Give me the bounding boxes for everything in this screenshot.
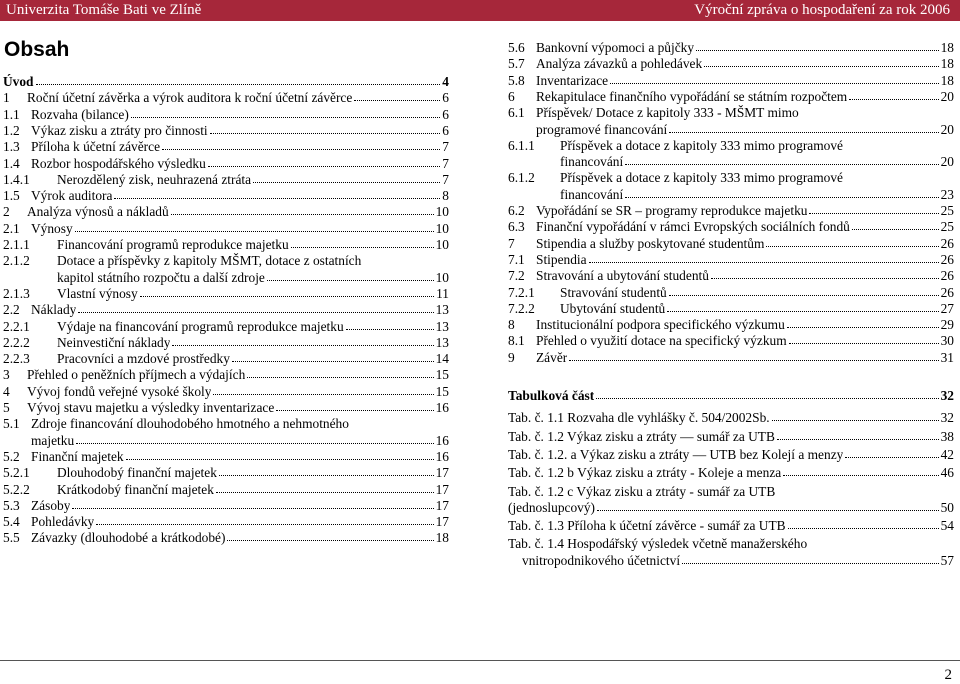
toc-entry-page: 8 xyxy=(442,188,449,204)
toc-entry-number: 4 xyxy=(3,383,10,399)
dot-leader xyxy=(667,311,938,312)
toc-entry-number: 3 xyxy=(3,367,10,383)
toc-entry[interactable] xyxy=(508,89,954,104)
table-entry[interactable] xyxy=(522,553,954,568)
toc-entry-page: 16 xyxy=(435,400,449,415)
toc-entry[interactable] xyxy=(57,270,449,285)
toc-entry-label: Analýza závazků a pohledávek xyxy=(536,56,703,72)
toc-entry[interactable] xyxy=(3,514,449,529)
toc-entry-label-line1: Příspěvek/ Dotace z kapitoly 333 - MŠMT mimo xyxy=(536,105,799,121)
table-entry[interactable] xyxy=(508,410,954,425)
toc-entry-label: Pracovníci a mzdové prostředky xyxy=(57,351,230,367)
dot-leader xyxy=(669,295,939,296)
dot-leader xyxy=(625,197,938,198)
table-entry-label-line1[interactable]: Tab. č. 1.2 c Výkaz zisku a ztráty - sumář za UTB xyxy=(508,483,776,499)
toc-entry-page: 15 xyxy=(435,383,449,399)
toc-entry-number: 2.2.2 xyxy=(3,334,30,350)
toc-entry-number: 5.7 xyxy=(508,56,525,72)
dot-leader xyxy=(76,443,433,444)
toc-entry-label: Stravování a ubytování studentů xyxy=(536,268,709,284)
toc-entry-page: 14 xyxy=(435,351,449,367)
dot-leader xyxy=(162,149,440,150)
toc-entry[interactable] xyxy=(508,219,954,234)
toc-entry-page: 18 xyxy=(940,40,954,55)
toc-entry-page: 32 xyxy=(940,388,954,403)
dot-leader xyxy=(126,459,434,460)
toc-entry-page: 54 xyxy=(940,518,954,534)
toc-entry[interactable] xyxy=(3,90,449,105)
toc-entry-number: 5.4 xyxy=(3,514,20,530)
toc-entry[interactable] xyxy=(508,203,954,218)
page-title: Obsah xyxy=(4,38,70,61)
dot-leader xyxy=(682,563,939,564)
table-entry-label-line1[interactable]: Tab. č. 1.4 Hospodářský výsledek včetně manažerského xyxy=(508,536,808,552)
toc-entry-page: 7 xyxy=(442,155,449,171)
toc-entry[interactable] xyxy=(3,123,449,138)
toc-entry-page: 26 xyxy=(940,251,954,267)
toc-entry-page: 31 xyxy=(940,349,954,365)
toc-entry[interactable] xyxy=(3,139,449,154)
dot-leader xyxy=(36,84,441,85)
dot-leader xyxy=(72,508,433,509)
toc-entry-page: 50 xyxy=(940,499,954,515)
toc-entry[interactable] xyxy=(508,56,954,71)
dot-leader xyxy=(849,99,938,100)
toc-entry-number: 5.5 xyxy=(3,530,20,546)
toc-entry-label: Institucionální podpora specifického výzkumu xyxy=(536,317,785,333)
dot-leader xyxy=(276,410,433,411)
dot-leader xyxy=(597,510,939,511)
toc-entry-number: 7.2.2 xyxy=(508,300,535,316)
toc-entry[interactable] xyxy=(3,204,449,219)
toc-entry[interactable] xyxy=(3,400,449,415)
toc-entry[interactable] xyxy=(536,122,954,137)
dot-leader xyxy=(140,296,434,297)
table-entry[interactable] xyxy=(508,500,954,515)
toc-entry-page: 7 xyxy=(442,139,449,155)
toc-entry[interactable] xyxy=(3,156,449,171)
toc-entry-number: 2 xyxy=(3,204,10,220)
toc-entry-page: 6 xyxy=(442,90,449,106)
toc-entry[interactable] xyxy=(3,465,449,480)
toc-entry-label: kapitol státního rozpočtu a další zdroje xyxy=(57,269,265,285)
toc-entry-number: 1.1 xyxy=(3,106,20,122)
toc-entry[interactable] xyxy=(3,286,449,301)
toc-entry[interactable] xyxy=(3,302,449,317)
dot-leader xyxy=(172,345,433,346)
toc-entry-label: Roční účetní závěrka a výrok auditora k roční účetní závěrce xyxy=(27,90,353,106)
toc-entry-number: 1.5 xyxy=(3,188,20,204)
toc-entry-label: majetku xyxy=(31,432,75,448)
toc-entry-number: 5.3 xyxy=(3,497,20,513)
toc-entry-page: 29 xyxy=(940,317,954,333)
table-entry[interactable] xyxy=(508,465,954,480)
toc-entry-number: 5 xyxy=(3,400,10,415)
toc-entry-label-line1: Zdroje financování dlouhodobého hmotného a nehmotného xyxy=(31,416,349,432)
toc-entry[interactable] xyxy=(3,498,449,513)
toc-entry-label-line1: Příspěvek a dotace z kapitoly 333 mimo programové xyxy=(560,170,843,186)
dot-leader xyxy=(253,182,440,183)
dot-leader xyxy=(766,246,938,247)
toc-entry-label: Vypořádání se SR – programy reprodukce majetku xyxy=(536,203,808,218)
dot-leader xyxy=(669,132,938,133)
toc-entry-label: Rekapitulace finančního vypořádání se státním rozpočtem xyxy=(536,88,848,104)
dot-leader xyxy=(809,213,938,214)
header-report-title: Výroční zpráva o hospodaření za rok 2006 xyxy=(694,2,950,18)
toc-entry-number: 2.1.1 xyxy=(3,237,30,252)
toc-entry-page: 20 xyxy=(940,88,954,104)
toc-entry-label-line1: Příspěvek a dotace z kapitoly 333 mimo programové xyxy=(560,137,843,153)
toc-entry-label: Tab. č. 1.3 Příloha k účetní závěrce - sumář za UTB xyxy=(508,518,786,534)
toc-entry-label: Dlouhodobý finanční majetek xyxy=(57,465,217,481)
toc-entry-number: 5.1 xyxy=(3,416,20,432)
toc-entry-page: 10 xyxy=(435,204,449,220)
toc-entry-number: 2.2.1 xyxy=(3,318,30,334)
toc-entry[interactable] xyxy=(508,333,954,348)
toc-entry-intro[interactable] xyxy=(3,74,449,89)
toc-entry-number: 6.1 xyxy=(508,105,525,121)
toc-entry-label: Výkaz zisku a ztráty pro činnosti xyxy=(31,122,208,138)
dot-leader xyxy=(267,280,434,281)
toc-entry-page: 4 xyxy=(442,74,449,89)
toc-entry-page: 6 xyxy=(442,122,449,138)
dot-leader xyxy=(171,214,434,215)
toc-entry-page: 27 xyxy=(940,300,954,316)
toc-entry-number: 7 xyxy=(508,235,515,251)
toc-entry[interactable] xyxy=(3,221,449,236)
dot-leader xyxy=(346,329,434,330)
toc-entry-page: 13 xyxy=(435,334,449,350)
dot-leader xyxy=(131,117,441,118)
toc-entry[interactable] xyxy=(508,252,954,267)
toc-entry-label: programové financování xyxy=(536,121,668,137)
toc-entry-number: 1.2 xyxy=(3,122,20,138)
toc-entry-label: Nerozdělený zisk, neuhrazená ztráta xyxy=(57,171,252,187)
toc-entry-page: 10 xyxy=(435,237,449,252)
toc-entry[interactable] xyxy=(508,268,954,283)
dot-leader xyxy=(210,133,441,134)
toc-entry-label: Krátkodobý finanční majetek xyxy=(57,481,214,497)
dot-leader xyxy=(78,312,433,313)
toc-entry-number: 2.1 xyxy=(3,220,20,236)
dot-leader xyxy=(711,278,939,279)
toc-entry-label: Příloha k účetní závěrce xyxy=(31,139,161,155)
toc-entry[interactable] xyxy=(560,154,954,169)
toc-entry-page: 26 xyxy=(940,284,954,300)
toc-entry-label: financování xyxy=(560,186,624,202)
toc-entry[interactable] xyxy=(508,236,954,251)
dot-leader xyxy=(291,247,434,248)
toc-entry-number: 6.3 xyxy=(508,219,525,235)
toc-entry[interactable] xyxy=(560,187,954,202)
toc-entry-number: 1.4 xyxy=(3,155,20,171)
dot-leader xyxy=(787,327,939,328)
dot-leader xyxy=(772,420,939,421)
toc-entry-page: 15 xyxy=(435,367,449,383)
dot-leader xyxy=(845,457,938,458)
toc-entry-number: 6.2 xyxy=(508,203,525,218)
dot-leader xyxy=(354,100,440,101)
toc-entry-label: Tab. č. 1.2 b Výkaz zisku a ztráty - Koleje a menza xyxy=(508,465,782,481)
toc-entry-page: 38 xyxy=(940,428,954,444)
toc-entry-label: Ubytování studentů xyxy=(560,300,666,316)
toc-entry-page: 17 xyxy=(435,497,449,513)
toc-entry-page: 10 xyxy=(435,220,449,236)
header-university: Univerzita Tomáše Bati ve Zlíně xyxy=(6,2,202,18)
toc-entry-page: 25 xyxy=(940,219,954,235)
dot-leader xyxy=(625,164,938,165)
toc-entry-label: (jednoslupcový) xyxy=(508,499,596,515)
dot-leader xyxy=(247,377,433,378)
toc-entry-page: 57 xyxy=(940,552,954,568)
dot-leader xyxy=(596,398,938,399)
toc-entry-label: Stipendia xyxy=(536,251,587,267)
toc-entry-label: Tabulková část xyxy=(508,388,595,403)
toc-entry-number: 5.2.1 xyxy=(3,465,30,481)
toc-entry-label-line1: Dotace a příspěvky z kapitoly MŠMT, dotace z ostatních xyxy=(57,253,362,269)
toc-entry[interactable] xyxy=(3,530,449,545)
running-header xyxy=(0,0,960,21)
toc-entry-label: Vývoj stavu majetku a výsledky inventarizace xyxy=(27,400,275,415)
toc-entry-label: Náklady xyxy=(31,302,77,318)
toc-entry-number: 9 xyxy=(508,349,515,365)
toc-entry-label: vnitropodnikového účetnictví xyxy=(522,552,681,568)
dot-leader xyxy=(213,394,433,395)
tables-heading[interactable] xyxy=(508,388,954,403)
toc-entry-page: 13 xyxy=(435,302,449,318)
dot-leader xyxy=(208,166,440,167)
toc-entry[interactable] xyxy=(3,384,449,399)
toc-entry[interactable] xyxy=(3,482,449,497)
toc-entry-number: 7.2.1 xyxy=(508,284,535,300)
toc-entry-label: Financování programů reprodukce majetku xyxy=(57,237,289,252)
toc-entry-label: Pohledávky xyxy=(31,514,95,530)
toc-entry-number: 6.1.1 xyxy=(508,137,535,153)
toc-entry-page: 20 xyxy=(940,121,954,137)
toc-entry[interactable] xyxy=(3,449,449,464)
toc-entry-label: Stravování studentů xyxy=(560,284,667,300)
toc-entry-number: 7.1 xyxy=(508,251,525,267)
toc-entry-label: Úvod xyxy=(3,74,34,89)
dot-leader xyxy=(696,50,939,51)
toc-entry-number: 1.4.1 xyxy=(3,171,30,187)
toc-entry[interactable] xyxy=(3,335,449,350)
dot-leader xyxy=(96,524,433,525)
footer-rule xyxy=(0,660,960,661)
toc-entry-page: 26 xyxy=(940,235,954,251)
toc-entry-label: Přehled o peněžních příjmech a výdajích xyxy=(27,367,246,383)
toc-entry[interactable] xyxy=(3,107,449,122)
toc-entry-page: 42 xyxy=(940,446,954,462)
toc-entry-label: Neinvestiční náklady xyxy=(57,334,171,350)
dot-leader xyxy=(783,475,938,476)
toc-entry-label: financování xyxy=(560,154,624,170)
toc-entry-label: Tab. č. 1.2. a Výkaz zisku a ztráty — UTB bez Kolejí a menzy xyxy=(508,446,844,462)
toc-entry-label: Tab. č. 1.2 Výkaz zisku a ztráty — sumář za UTB xyxy=(508,428,775,444)
toc-entry-label: Rozvaha (bilance) xyxy=(31,106,129,122)
table-entry[interactable] xyxy=(508,447,954,462)
toc-entry-number: 7.2 xyxy=(508,268,525,284)
toc-entry-page: 32 xyxy=(940,410,954,426)
toc-entry-label: Výdaje na financování programů reprodukce majetku xyxy=(57,318,344,334)
toc-entry-number: 8 xyxy=(508,317,515,333)
dot-leader xyxy=(227,540,433,541)
toc-entry-page: 23 xyxy=(940,186,954,202)
toc-entry-number: 2.2 xyxy=(3,302,20,318)
toc-entry-page: 13 xyxy=(435,318,449,334)
toc-entry-page: 17 xyxy=(435,465,449,481)
toc-entry-page: 25 xyxy=(940,203,954,218)
toc-entry-label: Výrok auditora xyxy=(31,188,113,204)
toc-entry-number: 6.1.2 xyxy=(508,170,535,186)
toc-entry[interactable] xyxy=(508,285,954,300)
dot-leader xyxy=(216,492,434,493)
dot-leader xyxy=(75,231,434,232)
toc-entry-number: 5.2 xyxy=(3,448,20,464)
dot-leader xyxy=(777,439,939,440)
dot-leader xyxy=(788,528,939,529)
dot-leader xyxy=(852,229,939,230)
toc-entry-label: Finanční majetek xyxy=(31,448,124,464)
toc-entry[interactable] xyxy=(508,350,954,365)
toc-entry-label: Vývoj fondů veřejné vysoké školy xyxy=(27,383,212,399)
toc-entry[interactable] xyxy=(508,73,954,88)
toc-entry[interactable] xyxy=(508,317,954,332)
toc-entry-label: Stipendia a služby poskytované studentům xyxy=(536,235,765,251)
dot-leader xyxy=(219,475,434,476)
toc-entry-label: Výnosy xyxy=(31,220,73,236)
toc-entry-number: 5.8 xyxy=(508,72,525,88)
dot-leader xyxy=(114,198,440,199)
toc-entry[interactable] xyxy=(3,351,449,366)
toc-entry-number: 5.2.2 xyxy=(3,481,30,497)
toc-entry-page: 20 xyxy=(940,154,954,170)
toc-entry-page: 11 xyxy=(436,285,449,301)
dot-leader xyxy=(704,66,938,67)
toc-entry-label: Přehled o využití dotace na specifický výzkum xyxy=(536,333,787,349)
toc-entry[interactable] xyxy=(31,433,449,448)
toc-entry-page: 6 xyxy=(442,106,449,122)
toc-entry[interactable] xyxy=(3,172,449,187)
toc-entry[interactable] xyxy=(3,319,449,334)
toc-entry-label: Inventarizace xyxy=(536,72,609,88)
toc-entry-number: 2.1.3 xyxy=(3,285,30,301)
toc-entry[interactable] xyxy=(3,188,449,203)
toc-entry-number: 1.3 xyxy=(3,139,20,155)
toc-entry-number: 2.2.3 xyxy=(3,351,30,367)
toc-entry-page: 17 xyxy=(435,481,449,497)
dot-leader xyxy=(789,343,939,344)
toc-entry[interactable] xyxy=(508,301,954,316)
toc-entry-page: 18 xyxy=(940,72,954,88)
toc-entry-number: 6 xyxy=(508,88,515,104)
toc-entry-number: 5.6 xyxy=(508,40,525,55)
toc-entry-number: 8.1 xyxy=(508,333,525,349)
dot-leader xyxy=(232,361,434,362)
page-number: 2 xyxy=(944,667,952,683)
toc-entry-label: Tab. č. 1.1 Rozvaha dle vyhlášky č. 504/2002Sb. xyxy=(508,410,770,426)
toc-entry-label: Bankovní výpomoci a půjčky xyxy=(536,40,695,55)
toc-entry-page: 46 xyxy=(940,465,954,481)
dot-leader xyxy=(610,83,939,84)
toc-entry-label: Závěr xyxy=(536,349,568,365)
toc-entry[interactable] xyxy=(3,237,449,252)
toc-entry[interactable] xyxy=(3,367,449,382)
toc-entry-page: 30 xyxy=(940,333,954,349)
dot-leader xyxy=(589,262,939,263)
toc-entry-number: 1 xyxy=(3,90,10,106)
table-entry[interactable] xyxy=(508,429,954,444)
toc-entry-label: Analýza výnosů a nákladů xyxy=(27,204,169,220)
toc-entry[interactable] xyxy=(508,40,954,55)
toc-entry-page: 26 xyxy=(940,268,954,284)
toc-entry-number: 2.1.2 xyxy=(3,253,30,269)
toc-entry-page: 10 xyxy=(435,269,449,285)
toc-entry-page: 16 xyxy=(435,448,449,464)
toc-entry-label: Rozbor hospodářského výsledku xyxy=(31,155,206,171)
toc-entry-label: Závazky (dlouhodobé a krátkodobé) xyxy=(31,530,226,546)
toc-entry-label: Zásoby xyxy=(31,497,71,513)
toc-entry-page: 18 xyxy=(940,56,954,72)
toc-entry-page: 17 xyxy=(435,514,449,530)
toc-entry-page: 18 xyxy=(435,530,449,546)
toc-entry-page: 16 xyxy=(435,432,449,448)
table-entry[interactable] xyxy=(508,518,954,533)
dot-leader xyxy=(569,360,938,361)
toc-entry-page: 7 xyxy=(442,171,449,187)
toc-entry-label: Vlastní výnosy xyxy=(57,285,138,301)
toc-entry-label: Finanční vypořádání v rámci Evropských sociálních fondů xyxy=(536,219,850,235)
